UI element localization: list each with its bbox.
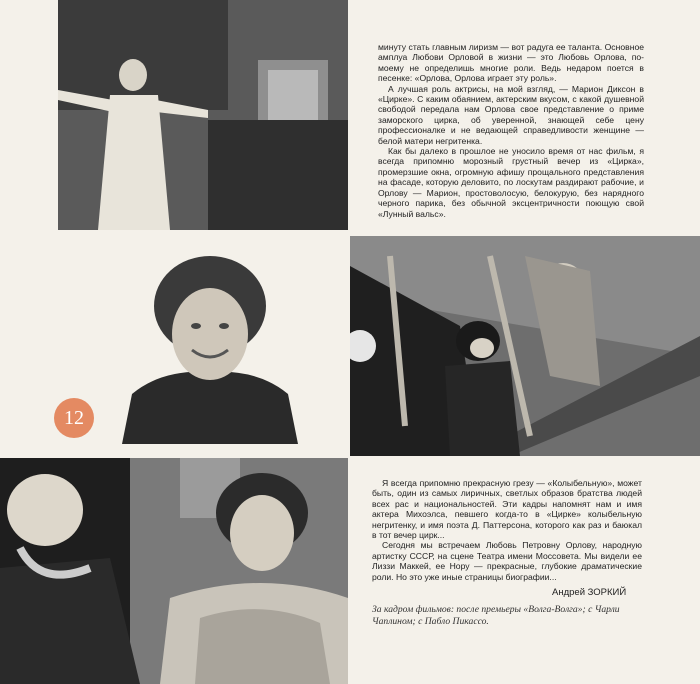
- photo-caption: За кадром фильмов: после премьеры «Волга-Волга»; с Чарли Чаплином; с Пабло Пикассо.: [372, 604, 620, 627]
- bottom-paragraph: Я всегда припомню прекрасную грезу — «Колыбельную», может быть, один из самых лиричных, светлых образов братства людей всех рас и национальностей. Эти кадры напомнят нам и имя актера Михоэлса, певшего когда-то в «Цирке» колыбельную негритенку, и имя поэта Д. Паттерсона, которого как раз и баюкал в тот вечер цирк...: [372, 478, 642, 541]
- page-number-badge: [54, 398, 94, 438]
- page-number: 12: [64, 406, 84, 429]
- photo-volga-volga-premiere: [58, 0, 348, 230]
- top-paragraph: минуту стать главным лиризм — вот радуга ее таланта. Основное амплуа Любови Орловой в жизни — это Любовь Орлова, по-моему не определишь многие роли. Ведь недаром поется в песенке: «Орлова, Орлова играет эту роль».: [378, 42, 644, 84]
- author-signature: Андрей ЗОРКИЙ: [552, 587, 627, 598]
- top-paragraph: Как бы далеко в прошлое не уносило время от нас фильм, я всегда припомню морозный грустный вечер из «Цирка», промерзшие окна, огромную афишу прощального представления на фасаде, которую деловито, по лоскутам раздирают рабочие, и Орлову — Марион, простоволосую, белокурую, без нарядного черного парика, без обычной эксцентричности поющую свой «Лунный вальс».: [378, 146, 644, 219]
- portrait-vignette-photo: [122, 244, 298, 444]
- bottom-text-column: [372, 478, 642, 582]
- photo-with-chaplin: [350, 236, 700, 456]
- bottom-paragraph: Сегодня мы встречаем Любовь Петровну Орлову, народную артистку СССР, на сцене Театра имени Моссовета. Мы видели ее Лиззи Маккей, ее Нору — прекрасные, глубокие драматические роли. Но это уже иные страницы биографии...: [372, 540, 642, 582]
- photo-with-picasso: [0, 458, 348, 684]
- top-paragraph: А лучшая роль актрисы, на мой взгляд, — Марион Диксон в «Цирке». С каким обаянием, актерским вкусом, с какой душевной свободой передала нам Орлова свое представление о приме заморского цирка, об уверенной, знающей себе цену профессионалке и не ведающей справедливости женщине — белой матери негритенка.: [378, 83, 644, 146]
- top-text-column: [378, 42, 644, 219]
